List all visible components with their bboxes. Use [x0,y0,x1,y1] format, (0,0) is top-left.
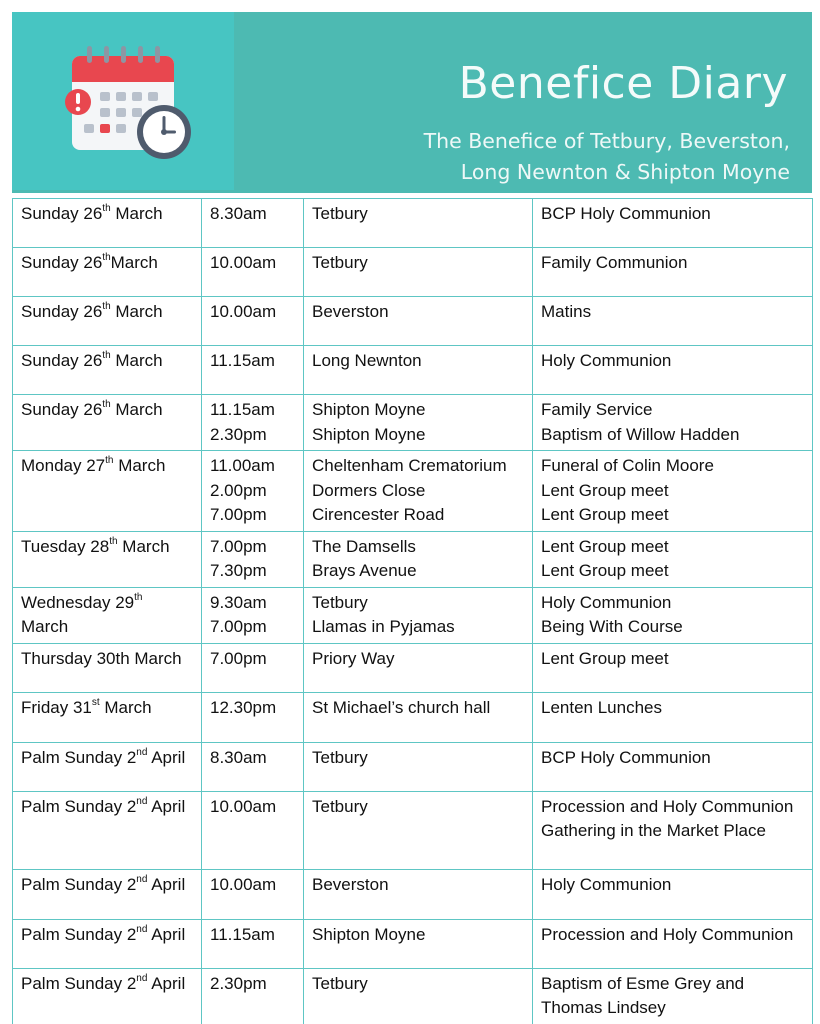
time-cell [202,742,304,791]
time-cell [202,791,304,869]
time-cell [202,531,304,587]
date-text: Sunday 26 [21,400,103,419]
diary-row [13,531,813,587]
time-cell [202,248,304,297]
event-text: Lent Group meet [541,648,669,668]
date-ordinal-suffix: nd [136,923,148,935]
date-ordinal-suffix: nd [136,873,148,885]
event-text: Holy Communion [541,592,672,612]
date-text: Thursday 30th March [21,648,182,668]
subtitle-line-2: Long Newnton & Shipton Moyne [460,160,790,184]
time-cell [202,346,304,395]
date-ordinal-suffix: th [102,301,111,313]
date-month: April [147,796,186,816]
diary-row [13,346,813,395]
time-cell [202,395,304,451]
diary-row [13,587,813,643]
subtitle-line-1: The Benefice of Tetbury, Beverston, [423,129,790,153]
time-cell [202,643,304,692]
place-text: Tetbury [312,204,368,223]
time-cell [202,199,304,248]
date-text: Tuesday 28 [21,536,110,556]
place-text: Shipton Moyne [312,424,426,444]
date-month: March [113,456,166,475]
time-text: 11.00am [210,456,275,475]
event-text: Family Communion [541,253,688,272]
place-cell [304,248,533,297]
time-text: 11.15am [210,351,275,370]
event-text: Baptism of Esme Grey and Thomas Lindsey [541,973,745,1017]
time-cell [202,297,304,346]
date-text: Wednesday 29 [21,592,135,612]
time-cell [202,587,304,643]
date-ordinal-suffix: nd [136,746,148,758]
diary-row [13,199,813,248]
date-text: Palm Sunday 2 [21,973,137,993]
place-text: Brays Avenue [312,561,417,580]
calendar-clock-icon [54,42,204,172]
event-cell [533,451,813,532]
place-cell [304,346,533,395]
time-text: 11.15am [210,400,275,419]
place-text: Tetbury [312,973,368,993]
date-month: March [110,302,163,321]
place-cell [304,531,533,587]
time-cell [202,968,304,1024]
time-cell [202,869,304,919]
time-text: 9.30am [210,592,267,612]
event-cell [533,395,813,451]
event-cell [533,692,813,742]
place-cell [304,587,533,643]
date-cell [13,692,202,742]
place-text: Beverston [312,874,389,894]
place-cell [304,199,533,248]
event-text: Lent Group meet [541,561,669,580]
diary-row [13,869,813,919]
event-cell [533,742,813,791]
diary-table [12,198,813,1024]
event-text: Lent Group meet [541,480,669,500]
date-ordinal-suffix: st [91,696,100,708]
event-text: Lent Group meet [541,505,669,524]
event-text: Holy Communion [541,874,672,894]
place-text: Shipton Moyne [312,400,426,419]
date-cell [13,791,202,869]
date-month: March [110,204,163,223]
diary-row [13,248,813,297]
date-month: March [99,697,152,717]
date-cell [13,248,202,297]
date-ordinal-suffix: th [105,455,114,467]
date-cell [13,297,202,346]
place-cell [304,968,533,1024]
event-text: Funeral of Colin Moore [541,456,714,475]
event-cell [533,531,813,587]
time-text: 8.30am [210,747,267,767]
place-text: Cirencester Road [312,505,445,524]
place-text: Tetbury [312,253,368,272]
date-cell [13,587,202,643]
time-text: 2.00pm [210,480,267,500]
date-month: March [110,400,163,419]
date-text: Palm Sunday 2 [21,874,137,894]
time-text: 7.00pm [210,536,267,556]
diary-row [13,692,813,742]
date-text: Sunday 26 [21,204,103,223]
diary-row [13,451,813,532]
time-text: 10.00am [210,874,277,894]
place-text: Tetbury [312,592,368,612]
place-text: Long Newnton [312,351,422,370]
header-banner [12,12,812,190]
event-text: Lent Group meet [541,536,669,556]
diary-row [13,919,813,968]
place-text: St Michael’s church hall [312,697,491,717]
diary-row [13,968,813,1024]
event-cell [533,346,813,395]
diary-row [13,395,813,451]
event-text: Lenten Lunches [541,697,662,717]
diary-table-body [13,199,813,1024]
place-text: Tetbury [312,747,368,767]
time-cell [202,692,304,742]
event-text: Family Service [541,400,653,419]
place-text: Dormers Close [312,480,426,500]
date-ordinal-suffix: th [134,591,143,603]
date-ordinal-suffix: th [109,535,118,547]
banner-divider [12,190,812,193]
place-cell [304,395,533,451]
event-cell [533,297,813,346]
event-text: Matins [541,302,592,321]
date-cell [13,199,202,248]
time-text: 7.00pm [210,648,267,668]
time-text: 11.15am [210,924,275,944]
place-cell [304,742,533,791]
date-cell [13,346,202,395]
date-text: Palm Sunday 2 [21,747,137,767]
event-text: Procession and Holy Communion Gathering in the Market Place [541,796,794,840]
event-text: BCP Holy Communion [541,747,711,767]
date-cell [13,869,202,919]
place-cell [304,869,533,919]
time-text: 7.00pm [210,505,267,524]
date-cell [13,742,202,791]
event-cell [533,248,813,297]
date-month: March [110,253,158,272]
event-cell [533,919,813,968]
event-text: Being With Course [541,617,683,636]
date-text: Palm Sunday 2 [21,796,137,816]
date-text: Palm Sunday 2 [21,924,137,944]
event-text: Baptism of Willow Hadden [541,424,740,444]
date-text: Friday 31 [21,697,92,717]
date-text: Monday 27 [21,456,106,475]
date-month: April [147,747,186,767]
time-cell [202,919,304,968]
date-ordinal-suffix: th [102,350,111,362]
event-cell [533,968,813,1024]
time-text: 7.30pm [210,561,267,580]
date-month: March [21,617,69,636]
time-text: 10.00am [210,796,277,816]
date-cell [13,919,202,968]
place-cell [304,919,533,968]
place-cell [304,297,533,346]
time-text: 2.30pm [210,973,267,993]
date-cell [13,395,202,451]
event-cell [533,643,813,692]
event-cell [533,869,813,919]
time-cell [202,451,304,532]
date-text: Sunday 26 [21,302,103,321]
date-ordinal-suffix: nd [136,972,148,984]
diary-row [13,791,813,869]
diary-row [13,742,813,791]
event-cell [533,791,813,869]
place-cell [304,692,533,742]
date-cell [13,451,202,532]
date-text: Sunday 26 [21,351,103,370]
date-cell [13,643,202,692]
diary-row [13,297,813,346]
date-text: Sunday 26 [21,253,103,272]
event-cell [533,587,813,643]
place-text: Cheltenham Crematorium [312,456,507,475]
date-ordinal-suffix: nd [136,795,148,807]
place-text: Priory Way [312,648,395,668]
date-cell [13,968,202,1024]
date-month: March [117,536,170,556]
event-text: BCP Holy Communion [541,204,711,223]
place-text: Tetbury [312,796,368,816]
time-text: 12.30pm [210,697,277,717]
date-month: April [147,973,186,993]
event-text: Holy Communion [541,351,672,370]
place-text: Beverston [312,302,389,321]
date-month: March [110,351,163,370]
time-text: 8.30am [210,204,267,223]
place-text: The Damsells [312,536,416,556]
time-text: 10.00am [210,253,277,272]
diary-row [13,643,813,692]
place-text: Llamas in Pyjamas [312,617,455,636]
date-month: April [147,924,186,944]
time-text: 10.00am [210,302,277,321]
place-text: Shipton Moyne [312,924,426,944]
date-cell [13,531,202,587]
banner-subtitle [370,126,790,188]
time-text: 2.30pm [210,424,267,444]
place-cell [304,791,533,869]
date-ordinal-suffix: th [102,252,111,264]
place-cell [304,451,533,532]
page-title: Benefice Diary [458,58,788,109]
date-month: April [147,874,186,894]
date-ordinal-suffix: th [102,203,111,215]
event-text: Procession and Holy Communion [541,924,794,944]
event-cell [533,199,813,248]
date-ordinal-suffix: th [102,399,111,411]
time-text: 7.00pm [210,617,267,636]
place-cell [304,643,533,692]
